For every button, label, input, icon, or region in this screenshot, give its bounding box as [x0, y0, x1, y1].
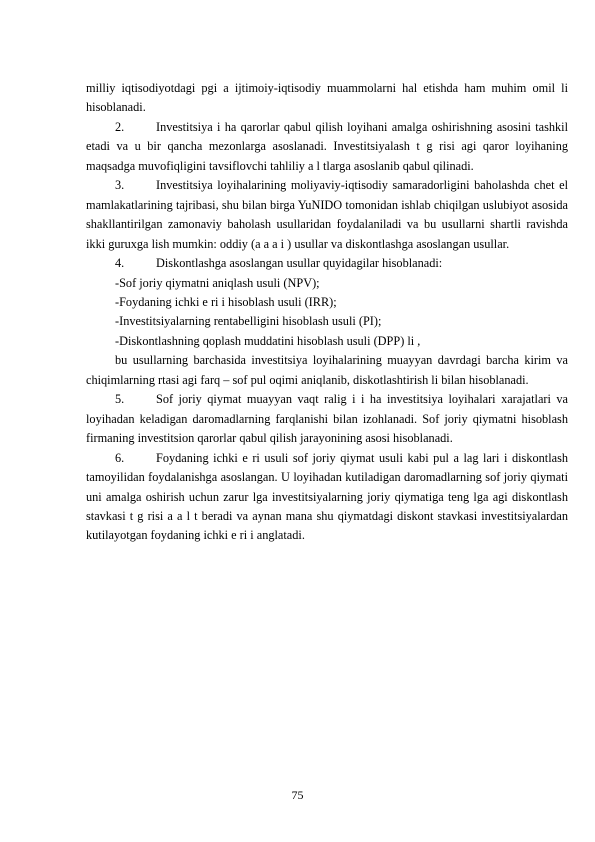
paragraph-4: [86, 254, 568, 273]
paragraph-text: Diskontlashga asoslangan usullar quyidagilar hisoblanadi:: [156, 256, 443, 271]
paragraph-text: Investitsiya loyihalarining moliyaviy-iqtisodiy samaradorligini baholashda chet el mamlakatlarining tajribasi, shu bilan birga YuNIDO tomonidan ishlab chiqilgan uslubiyot asosida shakllantirilgan zamonaviy baholash usullaridan foydalaniladi va bu usullarni shartli ravishda ikki guruxga lish mumkin: oddiy (a a a i ) usullar va diskontlashga asoslangan usullar.: [86, 178, 568, 251]
page-number: 75: [291, 788, 304, 802]
paragraph-text: Investitsiya i ha qarorlar qabul qilish loyihani amalga oshirishning asosini tashkil etadi va u bir qancha mezonlarga asoslanadi. Investitsiyalash t g risi agi qaror loyihaning maqsadga muvofiqligini tavsiflovchi tahliliy a l tlarga asoslanib qabul qilinadi.: [86, 119, 568, 173]
paragraph-text: Sof joriy qiymat muayyan vaqt ralig i i ha investitsiya loyihalari xarajatlari va loyihadan keladigan daromadlarning farqlanishi bilan izohlanadi. Sof joriy qiymatni hisoblash firmaning investitsion qarorlar qabul qilish jarayonining asosi hisoblanadi.: [86, 392, 568, 446]
list-item-text: -Diskontlashning qoplash muddatini hisoblash usuli (DPP) li ,: [115, 333, 421, 348]
paragraph-3: [86, 176, 568, 254]
paragraph-text: milliy iqtisodiyotdagi pgi a ijtimoiy-iqtisodiy muammolarni hal etishda ham muhim omil li hisoblanadi.: [86, 81, 568, 115]
paragraph-number: 6.: [115, 450, 125, 465]
document-body: [86, 79, 568, 546]
paragraph-1: [86, 79, 568, 118]
paragraph-number: 4.: [115, 256, 125, 271]
paragraph-5: [86, 351, 568, 390]
paragraph-number: 5.: [115, 392, 125, 407]
paragraph-7: [86, 449, 568, 546]
paragraph-6: [86, 390, 568, 448]
paragraph-text: Foydaning ichki e ri usuli sof joriy qiymat usuli kabi pul a lag lari i diskontlash tamoyilidan foydalanishga asoslangan. U loyihadan kutiladigan daromadlarning sof joriy qiymati uni amalga oshirish uchun zarur lga investitsiyalarning joriy qiymatiga teng lga agi diskontlash stavkasi t g risi a a l t beradi va aynan mana shu qiymatdagi diskont stavkasi investitsiyalardan kutilayotgan foydaning ichki e ri i anglatadi.: [86, 450, 568, 543]
paragraph-number: 3.: [115, 178, 125, 193]
list-item-irr: [86, 293, 568, 312]
list-item-npv: [86, 274, 568, 293]
list-item-text: -Investitsiyalarning rentabelligini hisoblash usuli (PI);: [115, 314, 382, 329]
paragraph-2: [86, 118, 568, 176]
list-item-text: -Foydaning ichki e ri i hisoblash usuli (IRR);: [115, 294, 337, 309]
paragraph-number: 2.: [115, 119, 125, 134]
list-item-dpp: [86, 332, 568, 351]
paragraph-text: bu usullarning barchasida investitsiya loyihalarining muayyan davrdagi barcha kirim va chiqimlarning rtasi agi farq – sof pul oqimi aniqlanib, diskotlashtirish li bilan hisoblanadi.: [86, 353, 568, 387]
list-item-pi: [86, 312, 568, 331]
list-item-text: -Sof joriy qiymatni aniqlash usuli (NPV);: [115, 275, 320, 290]
